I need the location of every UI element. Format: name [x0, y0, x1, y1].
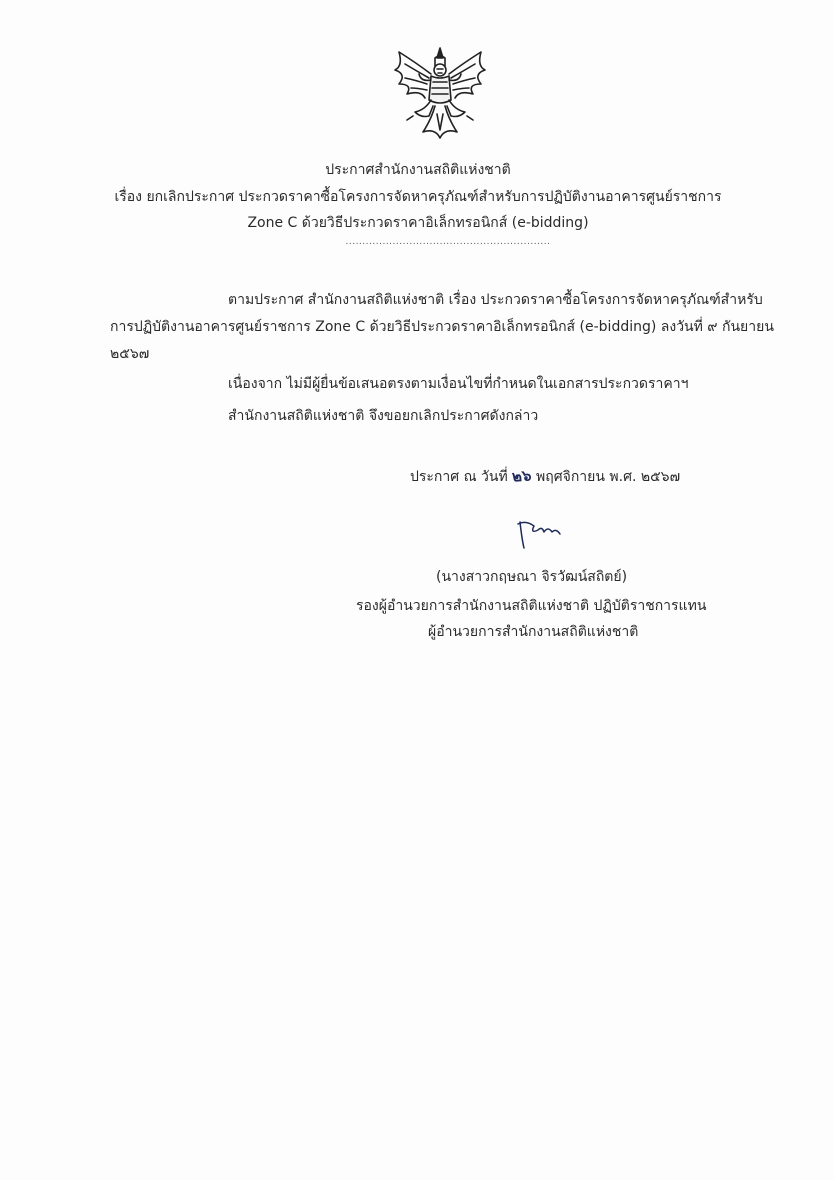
issuance-day-handwritten: ๒๖ [511, 466, 533, 486]
issuance-suffix: พฤศจิกายน พ.ศ. ๒๕๖๗ [536, 469, 681, 485]
signatory-position-line-2: ผู้อำนวยการสำนักงานสถิติแห่งชาติ [428, 624, 639, 640]
body-paragraph-2: เนื่องจาก ไม่มีผู้ยื่นข้อเสนอตรงตามเงื่อนไขที่กำหนดในเอกสารประกวดราคาฯ [228, 376, 689, 392]
subject-line-1: เรื่อง ยกเลิกประกาศ ประกวดราคาซื้อโครงการจัดหาครุภัณฑ์สำหรับการปฏิบัติงานอาคารศูนย์ราชการ [114, 189, 722, 205]
document-title: ประกาศสำนักงานสถิติแห่งชาติ [325, 162, 511, 178]
signatory-position-line-1: รองผู้อำนวยการสำนักงานสถิติแห่งชาติ ปฏิบัติราชการแทน [356, 598, 707, 614]
signatory-name: (นางสาวกฤษณา จิรวัฒน์สถิตย์) [436, 569, 628, 585]
body-paragraph-1-line-3: ๒๕๖๗ [110, 346, 150, 362]
body-paragraph-3: สำนักงานสถิติแห่งชาติ จึงขอยกเลิกประกาศดังกล่าว [228, 408, 539, 424]
body-paragraph-1-line-1: ตามประกาศ สำนักงานสถิติแห่งชาติ เรื่อง ประกวดราคาซื้อโครงการจัดหาครุภัณฑ์สำหรับ [228, 292, 763, 308]
issuance-prefix: ประกาศ ณ วันที่ [410, 469, 508, 485]
body-paragraph-1-line-2: การปฏิบัติงานอาคารศูนย์ราชการ Zone C ด้วยวิธีประกวดราคาอิเล็กทรอนิกส์ (e-bidding) ลงวันที่ ๙ กันยายน [110, 319, 774, 335]
garuda-emblem-icon [385, 44, 495, 144]
separator-dots: ............................................................. [345, 237, 551, 247]
handwritten-signature [514, 512, 574, 552]
issuance-date-line [410, 466, 680, 487]
subject-line-2: Zone C ด้วยวิธีประกวดราคาอิเล็กทรอนิกส์ (e-bidding) [247, 215, 589, 231]
